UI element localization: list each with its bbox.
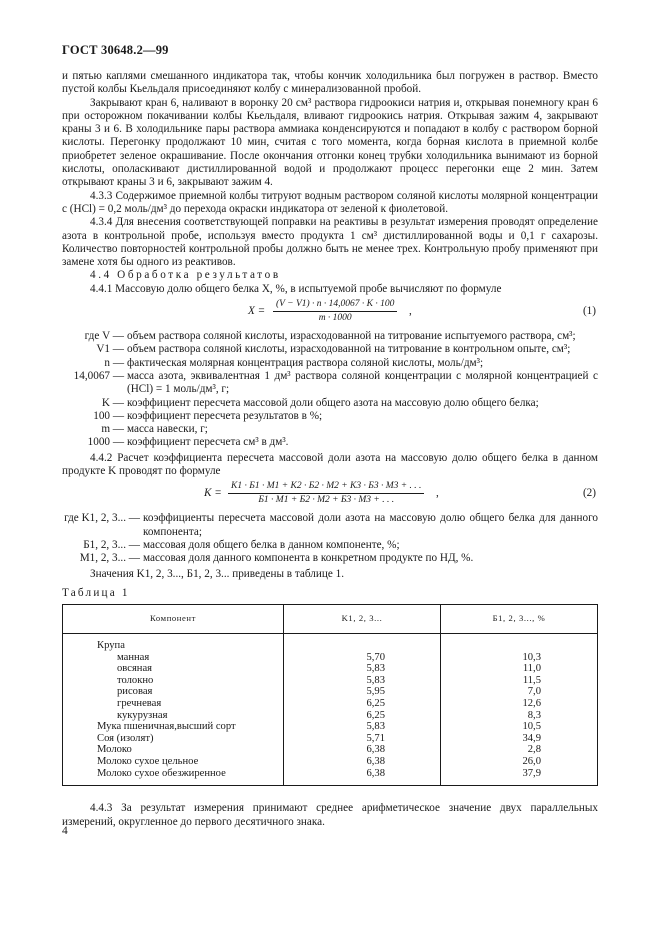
definition-row bbox=[62, 343, 598, 356]
cell-k: 5,83 bbox=[284, 721, 441, 733]
column-header-component: Компонент bbox=[63, 605, 284, 634]
definition-row bbox=[62, 410, 598, 423]
definition-symbol: 100 — bbox=[93, 409, 124, 422]
formula-1-number: (1) bbox=[582, 305, 596, 318]
table-row bbox=[63, 756, 598, 768]
definition-symbol: M1, 2, 3... — bbox=[79, 552, 140, 565]
definition-symbol: n — bbox=[104, 356, 124, 369]
section-heading-4-4: 4.4 Обработка результатов bbox=[90, 269, 281, 282]
formula-2-number: (2) bbox=[582, 487, 596, 500]
document-body bbox=[62, 70, 598, 829]
table-row bbox=[63, 663, 598, 675]
definition-symbol: Б1, 2, 3... — bbox=[83, 538, 140, 551]
cell-k: 5,71 bbox=[284, 733, 441, 745]
definition-row bbox=[62, 539, 598, 552]
definition-text: объем раствора соляной кислоты, израсходованной на титрование испытуемого раствора, см³; bbox=[127, 330, 576, 343]
cell-k: 6,38 bbox=[284, 756, 441, 768]
cell-k: 5,70 bbox=[284, 652, 441, 664]
cell-k: 5,83 bbox=[284, 663, 441, 675]
table-row bbox=[63, 721, 598, 733]
formula-2-tail: , bbox=[436, 487, 439, 500]
cell-k bbox=[284, 634, 441, 652]
definition-row bbox=[62, 357, 598, 370]
cell-component: гречневая bbox=[63, 698, 284, 710]
formula-1 bbox=[62, 298, 598, 328]
cell-component: рисовая bbox=[63, 686, 284, 698]
cell-component: овсяная bbox=[63, 663, 284, 675]
definition-row bbox=[62, 330, 598, 343]
paragraph-2: Закрывают кран 6, наливают в воронку 20 см³ раствора гидроокиси натрия и, открывая понемногу кран 6 при осторожном покачивании колбы Кьельдаля, вливают гидроокись натрия. Открывая зажим 4, закрывают краны 3 и 6. В холодильнике пары раствора аммиака конденсируются и попадают в колбу с раствором борной кислоты. Перегонку продолжают 10 мин, считая с того момента, когда борная кислота в приемной колбе приобретет зеленое окрашивание. После окончания отгонки конец трубки холодильника вынимают из борной кислоты, ополаскивают дистиллированной водой и продолжают процесс перегонки еще 2 мин. Затем открывают краны 3 и 6, закрывают зажим 4. bbox=[62, 96, 598, 189]
cell-component: Мука пшеничная,высший сорт bbox=[63, 721, 284, 733]
table-row bbox=[63, 675, 598, 687]
paragraph-4-4-3: 4.4.3 За результат измерения принимают среднее арифметическое значение двух параллельных измерений, округленное до первого десятичного знака. bbox=[62, 802, 598, 828]
table-row bbox=[63, 744, 598, 756]
definition-symbol: V1 — bbox=[96, 343, 124, 356]
cell-k: 6,25 bbox=[284, 698, 441, 710]
table-body bbox=[63, 634, 598, 786]
formula-2-numerator: K1 · Б1 · M1 + K2 · Б2 · M2 + K3 · Б3 · M3 + . . . bbox=[228, 480, 424, 494]
definition-symbol: m — bbox=[101, 423, 124, 436]
definition-text: массовая доля данного компонента в конкретном продукте по НД, %. bbox=[143, 552, 474, 565]
cell-b: 37,9 bbox=[441, 768, 598, 786]
formula-2-fraction bbox=[228, 480, 424, 507]
cell-b: 8,3 bbox=[441, 710, 598, 722]
cell-component: Крупа bbox=[63, 634, 284, 652]
cell-k: 6,38 bbox=[284, 744, 441, 756]
cell-k: 5,83 bbox=[284, 675, 441, 687]
table-caption: Таблица 1 bbox=[62, 586, 130, 599]
column-header-k: K1, 2, 3... bbox=[284, 605, 441, 634]
cell-component: манная bbox=[63, 652, 284, 664]
paragraph-4-3-4: 4.3.4 Для внесения соответствующей поправки на реактивы в результат измерения проводят определение азота в контрольной пробе, используя вместо продукта 1 см³ дистиллированной воды и 0,1 г сахарозы. Количество повторностей контрольной пробы должно быть не менее трех. Контрольную пробу применяют при замене хотя бы одного из реактивов. bbox=[62, 216, 598, 269]
definition-text: объем раствора соляной кислоты, израсходованной на титрование в контрольном опыте, см³; bbox=[127, 343, 571, 356]
values-note: Значения K1, 2, 3..., Б1, 2, 3... приведены в таблице 1. bbox=[90, 567, 344, 580]
cell-b bbox=[441, 634, 598, 652]
table-header-row bbox=[63, 605, 598, 634]
table-1 bbox=[62, 604, 598, 786]
formula-1-lhs: X = bbox=[248, 305, 266, 318]
paragraph-4-3-3: 4.3.3 Содержимое приемной колбы титруют водным раствором соляной кислоты молярной концентрации c (HCl) = 0,2 моль/дм³ до перехода окраски индикатора от зеленой к фиолетовой. bbox=[62, 189, 598, 215]
table-row bbox=[63, 698, 598, 710]
cell-component: Молоко сухое обезжиренное bbox=[63, 768, 284, 786]
formula-2-denominator: Б1 · M1 + Б2 · M2 + Б3 · M3 + . . . bbox=[258, 495, 395, 506]
paragraph-1: и пятью каплями смешанного индикатора так, чтобы кончик холодильника был погружен в раствор. Вместо пустой колбы Кьельдаля присоединяют колбу с минерализованной пробой. bbox=[62, 70, 598, 96]
cell-component: кукурузная bbox=[63, 710, 284, 722]
definition-text: коэффициент пересчета массовой доли общего азота на массовую долю общего белка; bbox=[127, 396, 539, 409]
definition-row bbox=[62, 436, 598, 449]
cell-b: 7,0 bbox=[441, 686, 598, 698]
definition-text: коэффициент пересчета результатов в %; bbox=[127, 409, 323, 422]
cell-k: 6,25 bbox=[284, 710, 441, 722]
cell-component: толокно bbox=[63, 675, 284, 687]
definition-text: масса азота, эквивалентная 1 дм³ раствора соляной концентрации с молярной концентрацией c (HCl) = 1 моль/дм³, г; bbox=[127, 369, 598, 396]
definition-text: фактическая молярная концентрация раствора соляной кислоты, моль/дм³; bbox=[127, 356, 484, 369]
cell-k: 6,38 bbox=[284, 768, 441, 786]
definition-text: коэффициенты пересчета массовой доли азота на массовую долю общего белка для данного компонента; bbox=[143, 512, 598, 538]
document-header: ГОСТ 30648.2—99 bbox=[62, 43, 169, 57]
definition-symbol: где K1, 2, 3... — bbox=[64, 512, 140, 525]
table-row bbox=[63, 686, 598, 698]
formula-1-denominator: m · 1000 bbox=[318, 313, 352, 324]
cell-b: 11,5 bbox=[441, 675, 598, 687]
definition-row bbox=[62, 397, 598, 410]
cell-b: 34,9 bbox=[441, 733, 598, 745]
table-row bbox=[63, 733, 598, 745]
table-row bbox=[63, 634, 598, 652]
formula-2-lhs: K = bbox=[204, 487, 222, 500]
formula-2-definitions bbox=[62, 512, 598, 565]
cell-b: 26,0 bbox=[441, 756, 598, 768]
definition-text: масса навески, г; bbox=[127, 423, 208, 436]
cell-b: 10,3 bbox=[441, 652, 598, 664]
cell-b: 11,0 bbox=[441, 663, 598, 675]
definition-symbol: где V — bbox=[84, 330, 124, 343]
definition-row bbox=[62, 512, 598, 539]
page-number: 4 bbox=[62, 825, 68, 837]
definition-symbol: K — bbox=[101, 396, 124, 409]
cell-b: 10,5 bbox=[441, 721, 598, 733]
definition-symbol: 1000 — bbox=[87, 436, 124, 449]
cell-component: Молоко bbox=[63, 744, 284, 756]
definition-row bbox=[62, 552, 598, 565]
cell-component: Молоко сухое цельное bbox=[63, 756, 284, 768]
paragraph-4-4-1: 4.4.1 Массовую долю общего белка X, %, в испытуемой пробе вычисляют по формуле bbox=[90, 282, 502, 295]
definition-text: коэффициент пересчета см³ в дм³. bbox=[127, 436, 289, 449]
definition-row bbox=[62, 370, 598, 397]
definition-row bbox=[62, 423, 598, 436]
paragraph-4-4-2: 4.4.2 Расчет коэффициента пересчета массовой доли азота на массовую долю общего белка в данном продукте K проводят по формуле bbox=[62, 451, 598, 478]
formula-2 bbox=[62, 480, 598, 510]
formula-1-fraction bbox=[273, 298, 397, 325]
formula-1-tail: , bbox=[409, 305, 412, 318]
table-row bbox=[63, 710, 598, 722]
formula-1-definitions bbox=[62, 330, 598, 450]
cell-k: 5,95 bbox=[284, 686, 441, 698]
formula-1-numerator: (V − V1) · n · 14,0067 · K · 100 bbox=[273, 298, 397, 312]
table-row bbox=[63, 652, 598, 664]
table-row bbox=[63, 768, 598, 786]
definition-symbol: 14,0067 — bbox=[73, 369, 124, 382]
cell-b: 12,6 bbox=[441, 698, 598, 710]
cell-component: Соя (изолят) bbox=[63, 733, 284, 745]
cell-b: 2,8 bbox=[441, 744, 598, 756]
definition-text: массовая доля общего белка в данном компоненте, %; bbox=[143, 538, 400, 551]
column-header-b: Б1, 2, 3..., % bbox=[441, 605, 598, 634]
